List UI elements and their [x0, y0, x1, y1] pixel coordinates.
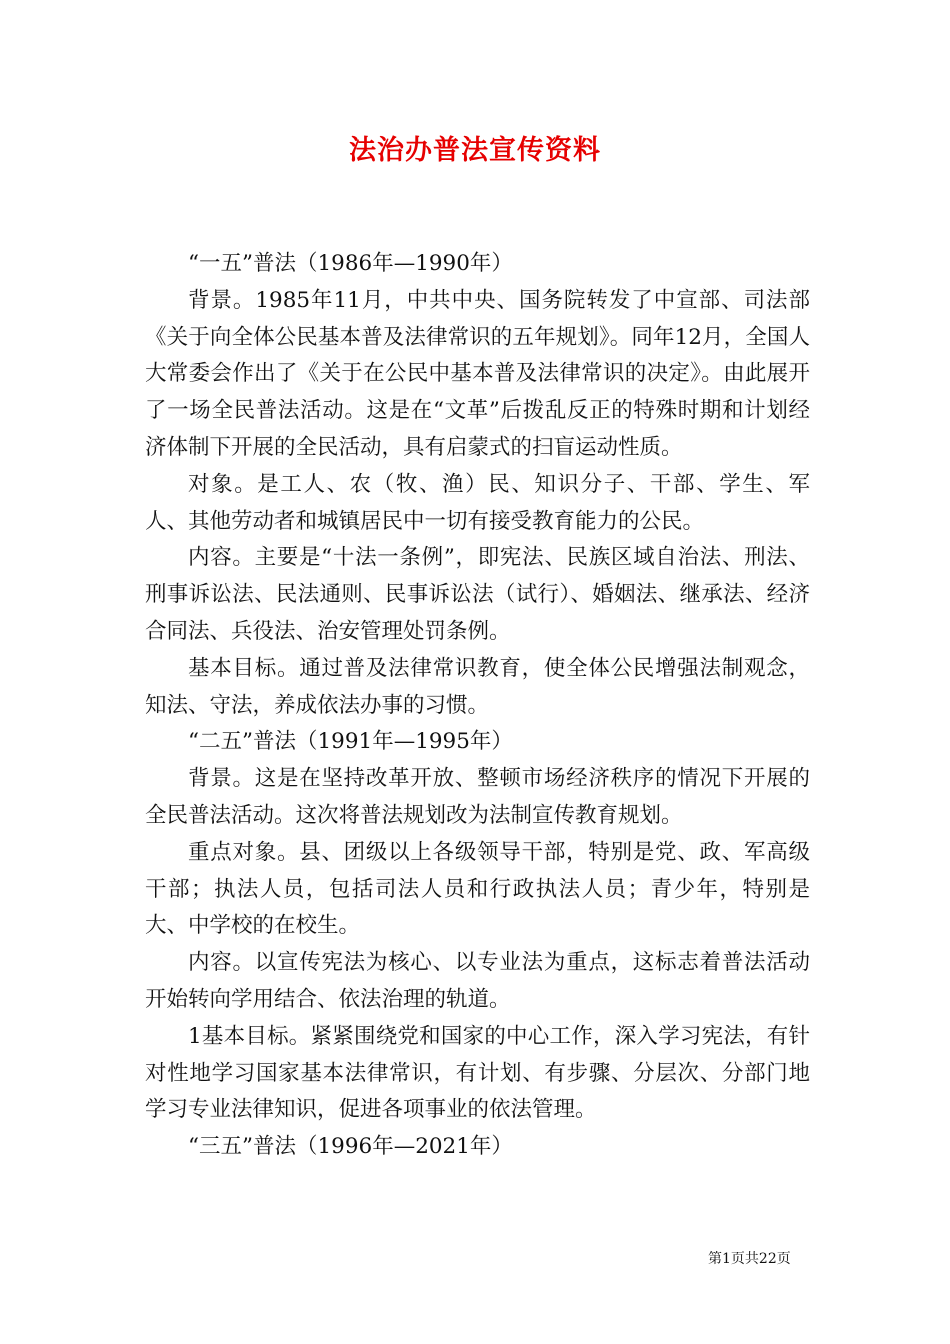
- paragraph-goal-1: 基本目标。通过普及法律常识教育，使全体公民增强法制观念，知法、守法，养成依法办事的习惯。: [145, 655, 810, 718]
- paragraph-content-2: 内容。以宣传宪法为核心、以专业法为重点，这标志着普法活动开始转向学用结合、依法治理的轨道。: [145, 950, 810, 1012]
- paragraph-background-1: 背景。1985年11月，中共中央、国务院转发了中宣部、司法部《关于向全体公民基本普及法律常识的五年规划》。同年12月，全国人大常委会作出了《关于在公民中基本普及法律常识的决定》。由此展开了一场全民普法活动。这是在“文革”后拨乱反正的特殊时期和计划经济体制下开展的全民活动，具有启蒙式的扫盲运动性质。: [145, 287, 810, 460]
- section-heading-1: “一五”普法（1986年—1990年）: [188, 251, 513, 276]
- page-number-footer: 第1页共22页: [708, 1251, 791, 1267]
- document-title: 法治办普法宣传资料: [349, 135, 601, 166]
- section-heading-3: “三五”普法（1996年—2021年）: [188, 1134, 513, 1160]
- paragraph-target-2: 重点对象。县、团级以上各级领导干部，特别是党、政、军高级干部；执法人员，包括司法人员和行政执法人员；青少年，特别是大、中学校的在校生。: [145, 839, 810, 939]
- section-heading-2: “二五”普法（1991年—1995年）: [188, 729, 513, 755]
- paragraph-goal-2: 1基本目标。紧紧围绕党和国家的中心工作，深入学习宪法，有针对性地学习国家基本法律常识，有计划、有步骤、分层次、分部门地学习专业法律知识，促进各项事业的依法管理。: [145, 1023, 810, 1123]
- paragraph-background-2: 背景。这是在坚持改革开放、整顿市场经济秩序的情况下开展的全民普法活动。这次将普法规划改为法制宣传教育规划。: [145, 766, 810, 828]
- paragraph-target-1: 对象。是工人、农（牧、渔）民、知识分子、干部、学生、军人、其他劳动者和城镇居民中一切有接受教育能力的公民。: [145, 471, 810, 534]
- paragraph-content-1: 内容。主要是“十法一条例”，即宪法、民族区域自治法、刑法、刑事诉讼法、民法通则、民事诉讼法（试行）、婚姻法、继承法、经济合同法、兵役法、治安管理处罚条例。: [145, 545, 810, 644]
- document-body: [145, 246, 810, 1166]
